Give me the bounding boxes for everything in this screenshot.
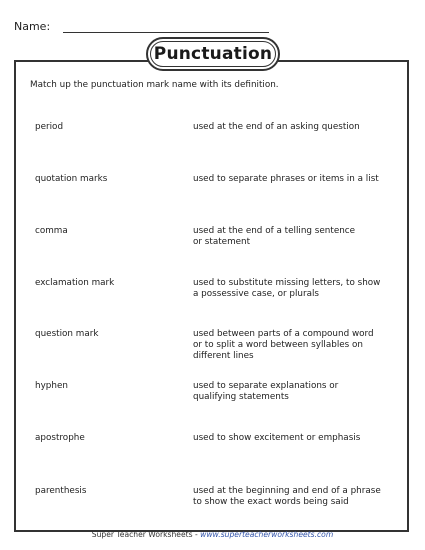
definition-4 [193, 278, 408, 300]
term-question-mark: question mark [35, 329, 99, 339]
page-title: Punctuation [153, 44, 273, 64]
definition-line: used at the end of a telling sentence [193, 226, 356, 236]
definition-line: a possessive case, or plurals [193, 289, 320, 299]
definition-line: used to separate explanations or [193, 381, 339, 391]
definition-line: used at the end of an asking question [193, 122, 360, 132]
definition-3 [193, 226, 408, 248]
name-label: Name: [14, 20, 51, 33]
name-field-row [14, 20, 269, 33]
definition-line: or to split a word between syllables on [193, 340, 364, 350]
definition-line: used to separate phrases or items in a list [193, 174, 379, 184]
term-comma: comma [35, 226, 68, 236]
definition-1 [193, 122, 408, 133]
definition-line: used to show excitement or emphasis [193, 433, 361, 443]
footer [0, 530, 425, 539]
definition-line: to show the exact words being said [193, 497, 349, 507]
instructions: Match up the punctuation mark name with its definition. [30, 80, 279, 90]
title-banner [146, 37, 280, 71]
definition-line: different lines [193, 351, 254, 361]
definition-5 [193, 329, 408, 362]
term-apostrophe: apostrophe [35, 433, 85, 443]
definition-line: or statement [193, 237, 251, 247]
term-hyphen: hyphen [35, 381, 68, 391]
term-parenthesis: parenthesis [35, 486, 87, 496]
footer-brand: Super Teacher Worksheets - [91, 530, 201, 539]
term-quotation-marks: quotation marks [35, 174, 108, 184]
footer-url-link[interactable]: www.superteacherworksheets.com [200, 530, 334, 539]
definition-8 [193, 486, 408, 508]
definition-line: used between parts of a compound word [193, 329, 374, 339]
definition-7 [193, 433, 408, 444]
term-period: period [35, 122, 64, 132]
definition-2 [193, 174, 408, 185]
term-exclamation-mark: exclamation mark [35, 278, 115, 288]
definition-line: used to substitute missing letters, to show [193, 278, 381, 288]
definition-line: qualifying statements [193, 392, 289, 402]
name-blank-line[interactable] [63, 21, 269, 33]
definition-6 [193, 381, 408, 403]
definition-line: used at the beginning and end of a phrase [193, 486, 381, 496]
